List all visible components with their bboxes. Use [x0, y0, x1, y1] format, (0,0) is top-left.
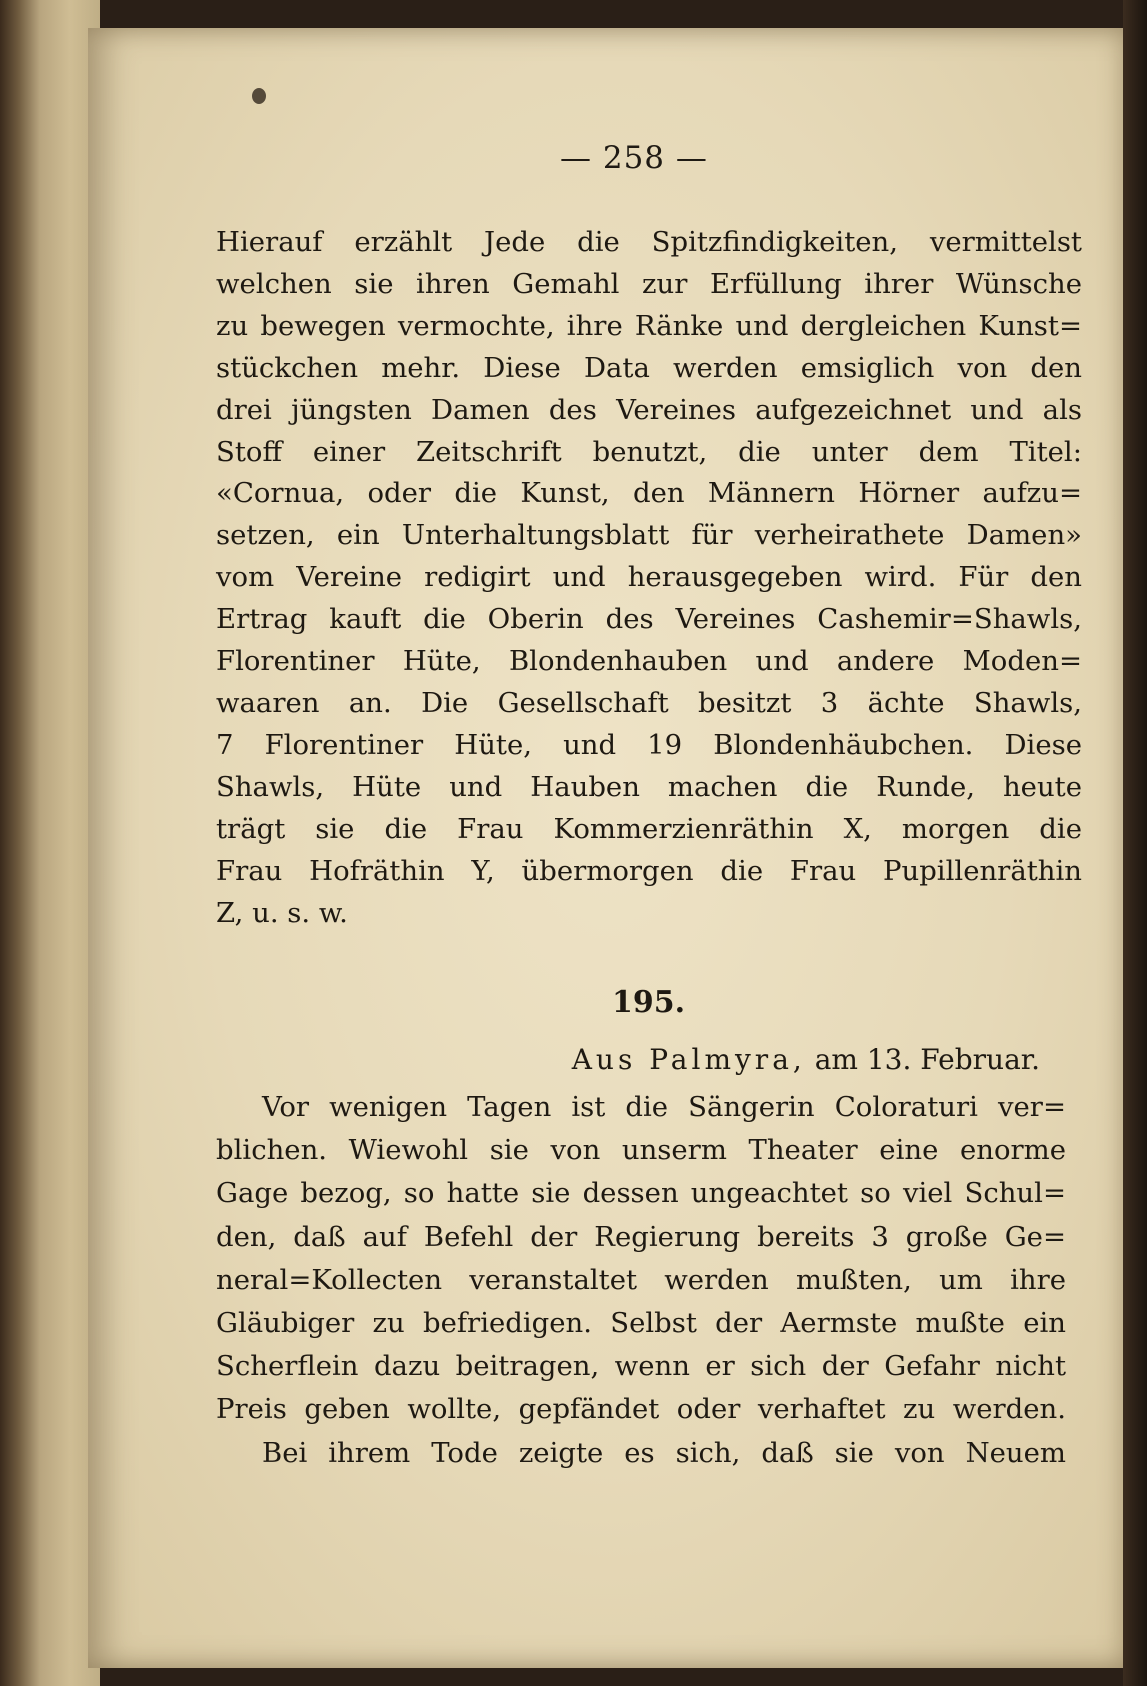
page-stack-edge: [0, 0, 100, 1686]
text-line: Frau Hofräthin Y, übermorgen die Frau Pupillenräthin: [216, 854, 1082, 887]
book-cover-edge: [1123, 0, 1147, 1686]
text-line: den, daß auf Befehl der Regierung bereits 3 große Ge=: [216, 1220, 1066, 1253]
text-line: drei jüngsten Damen des Vereines aufgezeichnet und als: [216, 393, 1082, 426]
paragraph-1: [216, 222, 1082, 934]
text-line: neral=Kollecten veranstaltet werden mußten, um ihre: [216, 1263, 1066, 1296]
text-line: Scherflein dazu beitragen, wenn er sich der Gefahr nicht: [216, 1350, 1066, 1383]
text-line: vom Vereine redigirt und herausgegeben wird. Für den: [216, 561, 1082, 594]
text-line: blichen. Wiewohl sie von unserm Theater eine enorme: [216, 1134, 1066, 1167]
text-line: Florentiner Hüte, Blondenhauben und andere Moden=: [216, 645, 1082, 678]
text-line: «Cornua, oder die Kunst, den Männern Hörner aufzu=: [216, 477, 1082, 510]
dateline-date: am 13. Februar.: [814, 1043, 1040, 1076]
dateline: [510, 1043, 1040, 1076]
text-line: Preis geben wollte, gepfändet oder verhaftet zu werden.: [216, 1393, 1066, 1426]
page-number: — 258 —: [560, 140, 708, 176]
text-line: Hierauf erzählt Jede die Spitzfindigkeiten, vermittelst: [216, 226, 1082, 258]
text-line: 7 Florentiner Hüte, und 19 Blondenhäubchen. Diese: [216, 728, 1082, 761]
text-line: zu bewegen vermochte, ihre Ränke und dergleichen Kunst=: [216, 309, 1082, 342]
text-line: Stoff einer Zeitschrift benutzt, die unter dem Titel:: [216, 435, 1082, 468]
text-line: Shawls, Hüte und Hauben machen die Runde, heute: [216, 770, 1082, 803]
dateline-place: Aus Palmyra,: [571, 1043, 806, 1076]
text-line: Ertrag kauft die Oberin des Vereines Cashemir=Shawls,: [216, 603, 1082, 636]
text-line: waaren an. Die Gesellschaft besitzt 3 ächte Shawls,: [216, 686, 1082, 719]
entry-number: 195.: [612, 985, 686, 1020]
text-line: Gläubiger zu befriedigen. Selbst der Aermste mußte ein: [216, 1307, 1066, 1340]
text-line: welchen sie ihren Gemahl zur Erfüllung ihrer Wünsche: [216, 267, 1082, 300]
text-line: Gage bezog, so hatte sie dessen ungeachtet so viel Schul=: [216, 1177, 1066, 1210]
text-line: setzen, ein Unterhaltungsblatt für verheirathete Damen»: [216, 519, 1082, 552]
text-line: Bei ihrem Tode zeigte es sich, daß sie von Neuem: [262, 1436, 1066, 1469]
text-line: Vor wenigen Tagen ist die Sängerin Coloraturi ver=: [262, 1091, 1066, 1123]
paragraph-2: [216, 1086, 1066, 1475]
text-line: stückchen mehr. Diese Data werden emsiglich von den: [216, 351, 1082, 384]
ink-dot-mark: [252, 88, 266, 104]
text-line: trägt sie die Frau Kommerzienräthin X, morgen die: [216, 812, 1082, 845]
text-line: Z, u. s. w.: [216, 896, 348, 929]
